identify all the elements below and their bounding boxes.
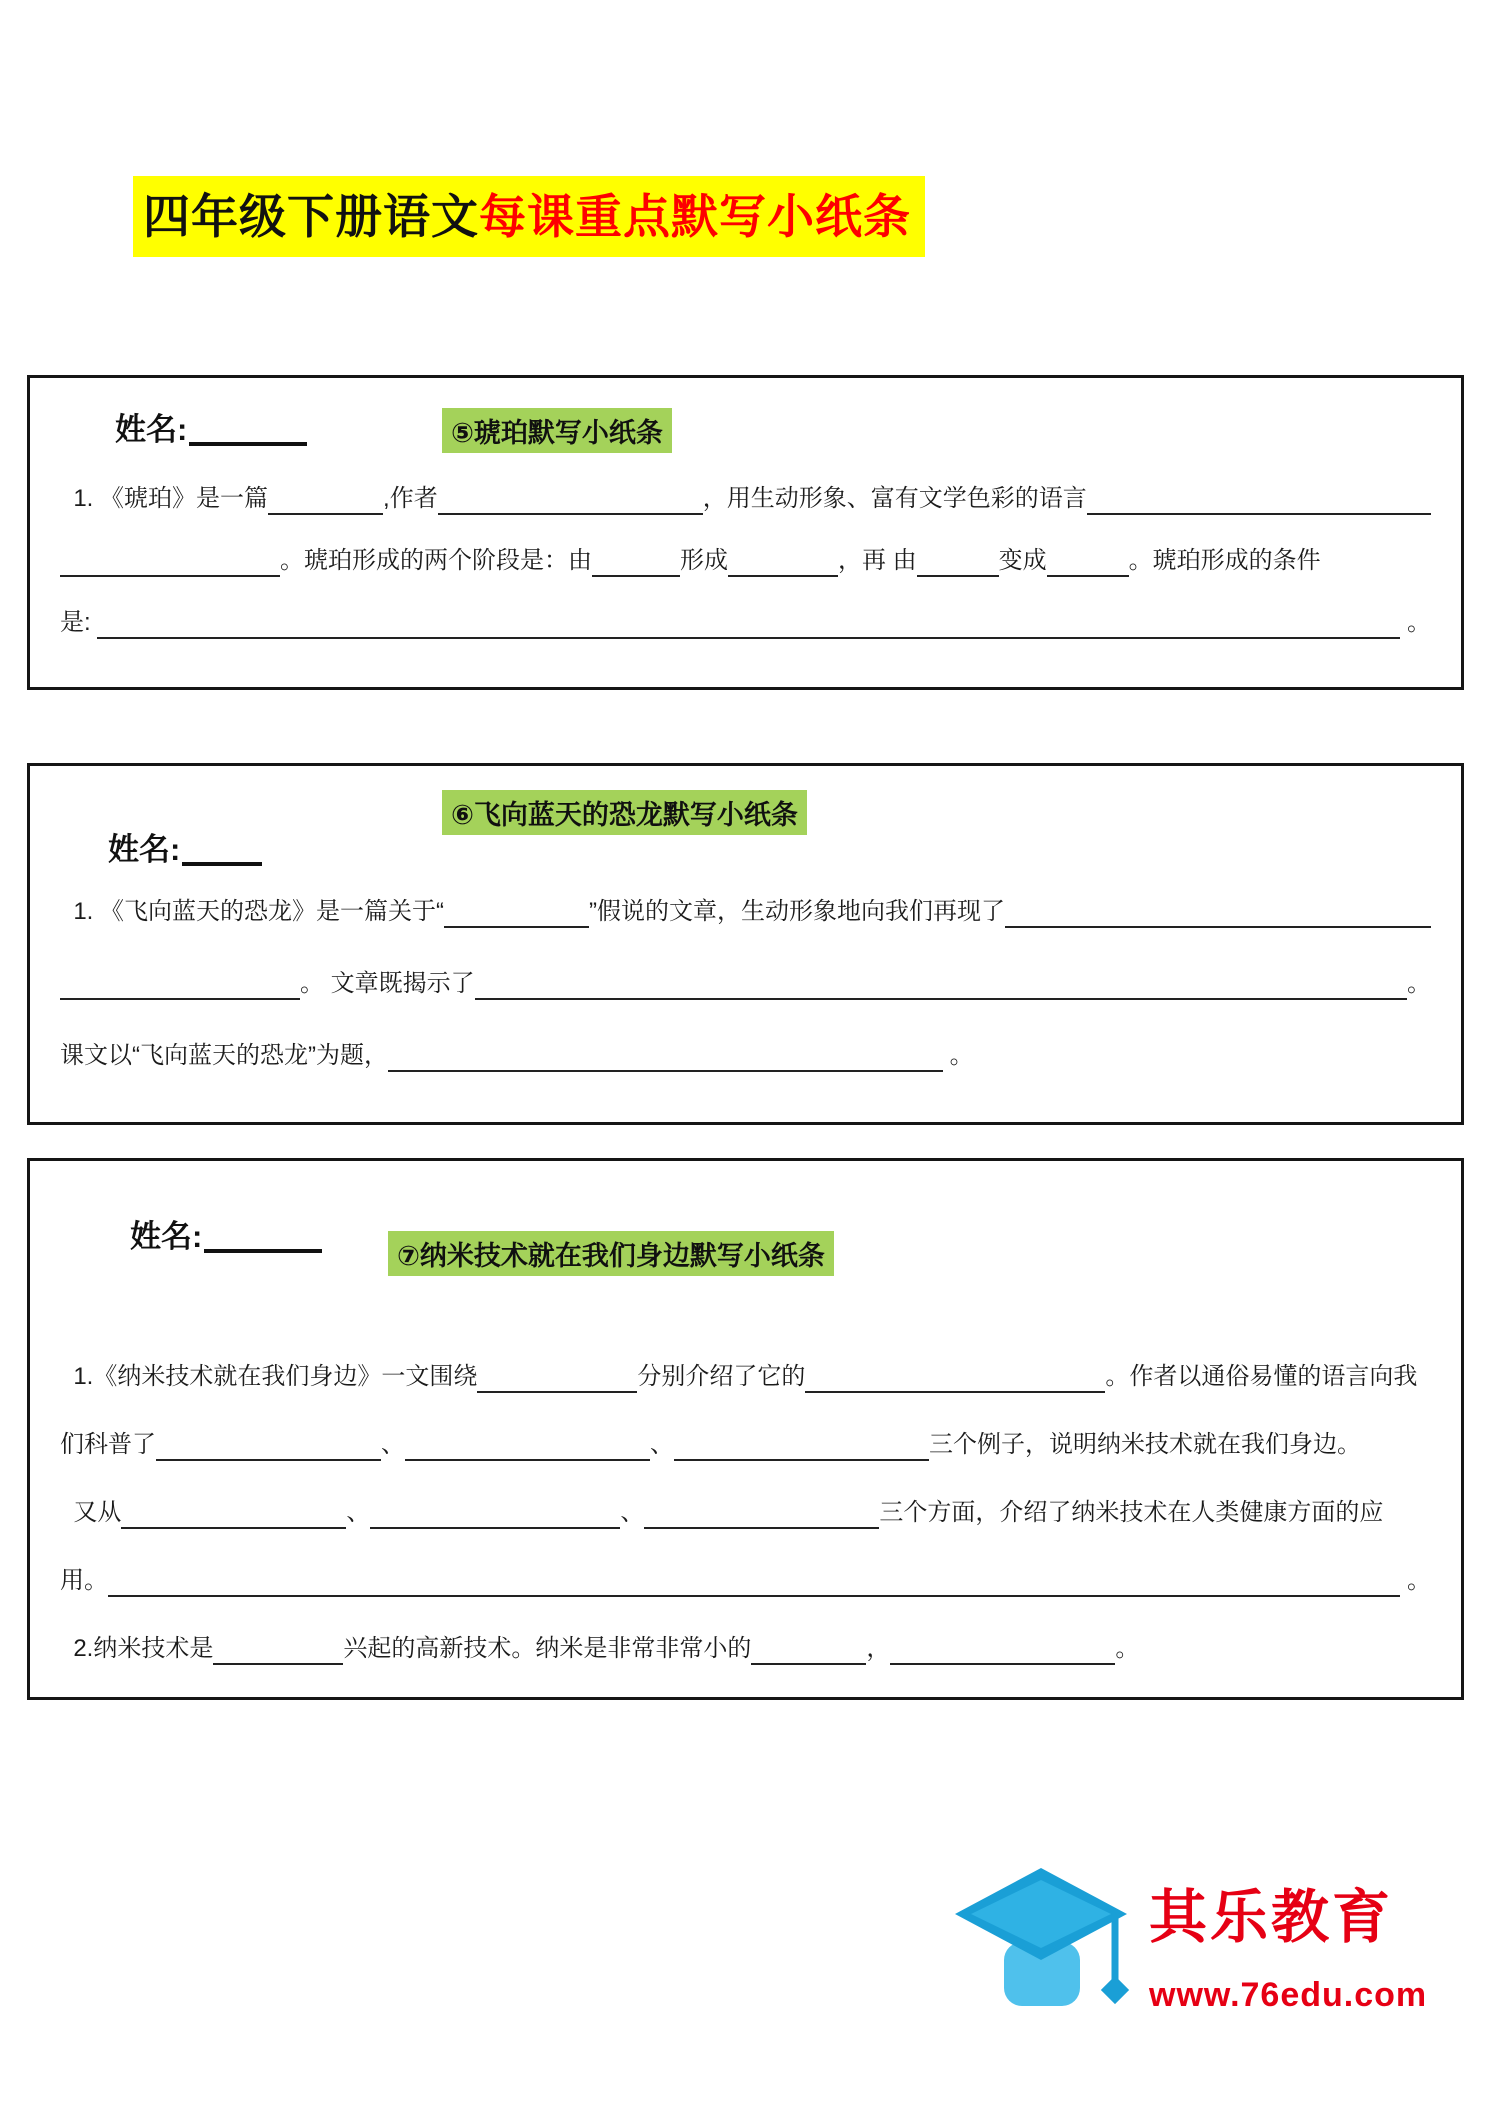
blank-line — [751, 1635, 866, 1665]
blank-line — [121, 1499, 346, 1529]
worksheet-line — [60, 602, 1431, 664]
text-segment: 。 — [1400, 1567, 1431, 1594]
blank-line — [370, 1499, 620, 1529]
text-segment: 。 文章既揭示了 — [300, 970, 475, 997]
blank-line — [805, 1363, 1105, 1393]
blank-line — [388, 1042, 943, 1072]
text-segment: 变成 — [998, 547, 1047, 574]
text-segment: 三个方面，介绍了纳米技术在人类健康方面的应 — [879, 1499, 1384, 1526]
worksheet-line — [60, 963, 1431, 1035]
text-segment: 。 — [1407, 970, 1431, 997]
worksheet-line — [60, 478, 1431, 540]
text-segment: 1. 《飞向蓝天的恐龙》是一篇关于“ — [60, 898, 445, 925]
text-segment: 们科普了 — [60, 1431, 156, 1458]
section-header — [30, 766, 1461, 891]
worksheet-line — [60, 1628, 1431, 1696]
name-label: 姓名: — [130, 1219, 203, 1254]
name-field — [108, 824, 262, 869]
text-segment: 形成 — [680, 547, 728, 574]
worksheet-line — [60, 1356, 1431, 1424]
text-segment: 、 — [381, 1431, 405, 1458]
worksheet-line — [60, 1492, 1431, 1560]
section-body — [30, 1356, 1461, 1696]
text-segment: 。 — [1400, 609, 1431, 636]
section-heading: ⑦纳米技术就在我们身边默写小纸条 — [388, 1231, 834, 1276]
name-blank-line — [204, 1249, 322, 1253]
section-body — [30, 478, 1461, 664]
name-label: 姓名: — [115, 412, 188, 447]
section-body — [30, 891, 1461, 1107]
text-segment: ，再 由 — [838, 547, 917, 574]
name-field — [130, 1211, 322, 1256]
blank-line — [1087, 485, 1431, 515]
name-field — [115, 404, 307, 449]
text-segment: 。作者以通俗易懂的语言向我 — [1105, 1363, 1418, 1390]
worksheet-line — [60, 1424, 1431, 1492]
brand-url: www.76edu.com — [1149, 1976, 1428, 2014]
blank-line — [890, 1635, 1115, 1665]
blank-line — [438, 485, 703, 515]
blank-line — [108, 1567, 1400, 1597]
text-segment: 。 — [1115, 1635, 1140, 1662]
blank-line — [1047, 547, 1129, 577]
text-segment: 、 — [620, 1499, 645, 1526]
blank-line — [917, 547, 999, 577]
logo-text-block — [1149, 1862, 1427, 2047]
graduation-cap-icon — [948, 1862, 1133, 2047]
text-segment: 。琥珀形成的两个阶段是：由 — [280, 547, 592, 574]
text-segment: 分别介绍了它的 — [637, 1363, 806, 1390]
text-segment: ”假说的文章，生动形象地向我们再现了 — [589, 898, 1006, 925]
text-segment: 。琥珀形成的条件 — [1128, 547, 1321, 574]
section-header — [30, 378, 1461, 478]
section-heading: ⑥飞向蓝天的恐龙默写小纸条 — [442, 790, 807, 835]
blank-line — [475, 970, 1407, 1000]
blank-line — [1005, 898, 1431, 928]
section-header — [30, 1161, 1461, 1356]
worksheet-line — [60, 540, 1431, 602]
blank-line — [477, 1363, 637, 1393]
text-segment: 。 — [942, 1042, 974, 1069]
text-segment: 2.纳米技术是 — [60, 1635, 214, 1662]
worksheet-line — [60, 1035, 1431, 1107]
page-title — [133, 176, 925, 257]
blank-line — [97, 609, 1400, 639]
section-card-nano — [27, 1158, 1464, 1700]
blank-line — [213, 1635, 343, 1665]
blank-line — [60, 547, 280, 577]
blank-line — [405, 1431, 650, 1461]
name-blank-line — [189, 442, 307, 446]
text-segment: 用。 — [60, 1567, 108, 1594]
name-label: 姓名: — [108, 832, 181, 867]
text-segment: 又从 — [60, 1499, 122, 1526]
blank-line — [644, 1499, 879, 1529]
name-blank-line — [182, 862, 262, 866]
worksheet-line — [60, 891, 1431, 963]
text-segment: 1. 《琥珀》是一篇 — [60, 485, 269, 512]
text-segment: 课文以“飞向蓝天的恐龙”为题， — [60, 1042, 388, 1069]
brand-name: 其乐教育 — [1149, 1885, 1394, 1950]
publisher-logo — [948, 1862, 1427, 2047]
text-segment: ,作者 — [383, 485, 438, 512]
text-segment: 1.《纳米技术就在我们身边》一文围绕 — [60, 1363, 478, 1390]
section-heading: ⑤琥珀默写小纸条 — [442, 408, 672, 453]
text-segment: 、 — [650, 1431, 674, 1458]
blank-line — [156, 1431, 381, 1461]
text-segment: 是: — [60, 609, 98, 636]
blank-line — [60, 970, 300, 1000]
section-card-amber — [27, 375, 1464, 690]
title-grade-part: 四年级下册语文 — [143, 190, 479, 243]
blank-line — [592, 547, 680, 577]
text-segment: 、 — [346, 1499, 371, 1526]
blank-line — [674, 1431, 929, 1461]
blank-line — [728, 547, 838, 577]
text-segment: ，用生动形象、富有文学色彩的语言 — [702, 485, 1087, 512]
title-topic-part: 每课重点默写小纸条 — [479, 190, 911, 243]
blank-line — [268, 485, 383, 515]
text-segment: 兴起的高新技术。纳米是非常非常小的 — [343, 1635, 752, 1662]
section-card-dinosaur — [27, 763, 1464, 1125]
text-segment: 三个例子，说明纳米技术就在我们身边。 — [929, 1431, 1361, 1458]
worksheet-line — [60, 1560, 1431, 1628]
text-segment: ， — [866, 1635, 891, 1662]
blank-line — [444, 898, 589, 928]
